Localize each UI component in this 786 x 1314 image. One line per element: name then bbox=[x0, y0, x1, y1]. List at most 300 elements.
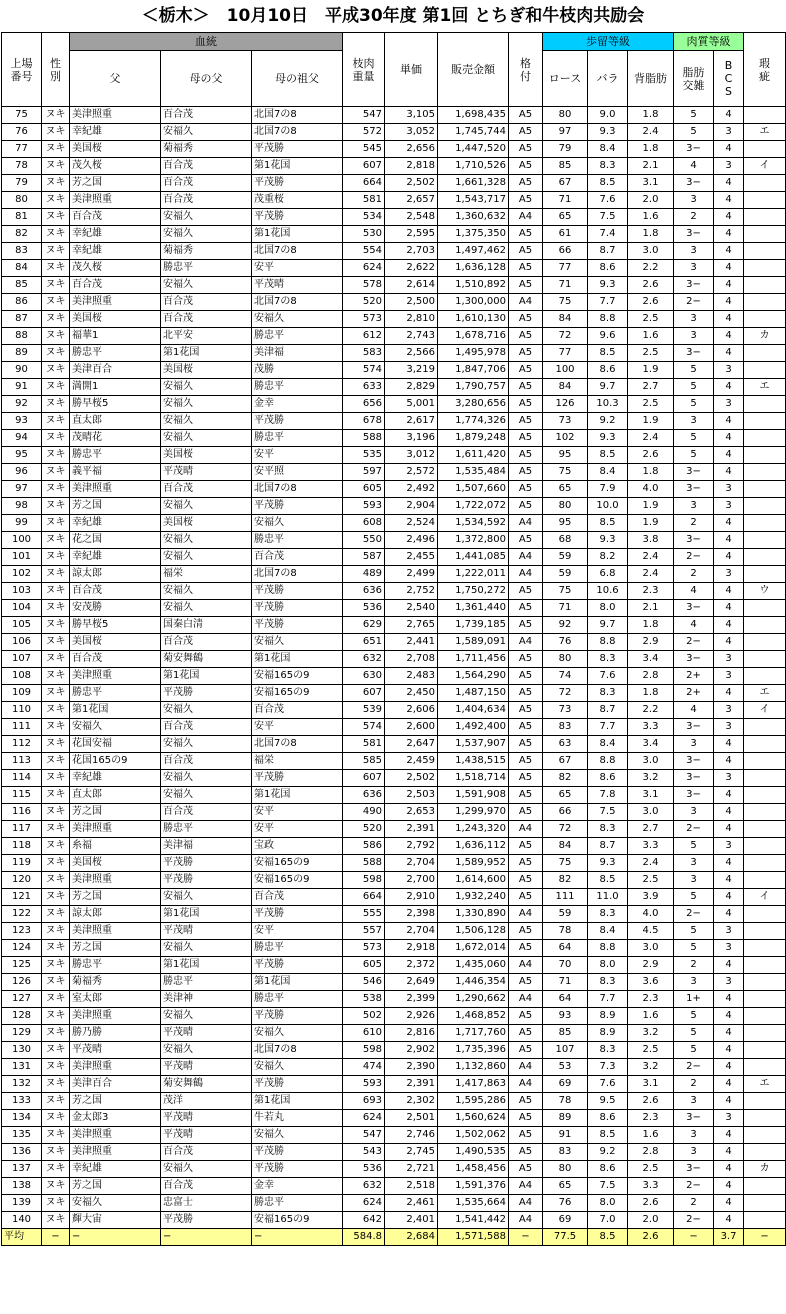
cell-rib-thickness: 9.5 bbox=[588, 1093, 628, 1110]
cell-defect bbox=[744, 668, 786, 685]
cell-grade: A4 bbox=[509, 294, 543, 311]
cell-bcs: 3 bbox=[714, 481, 744, 498]
cell-lot-no: 97 bbox=[2, 481, 42, 498]
average-dam-sire: − bbox=[161, 1229, 252, 1246]
cell-bcs: 4 bbox=[714, 804, 744, 821]
cell-rib-eye: 100 bbox=[543, 362, 588, 379]
cell-grade: A5 bbox=[509, 158, 543, 175]
cell-bcs: 4 bbox=[714, 821, 744, 838]
table-row bbox=[2, 1195, 786, 1212]
cell-back-fat: 1.9 bbox=[628, 515, 674, 532]
cell-sales-amount: 1,678,716 bbox=[438, 328, 509, 345]
cell-sex: ヌキ bbox=[42, 413, 70, 430]
cell-sire: 百合茂 bbox=[70, 583, 161, 600]
cell-bcs: 3 bbox=[714, 838, 744, 855]
cell-sales-amount: 1,360,632 bbox=[438, 209, 509, 226]
cell-lot-no: 114 bbox=[2, 770, 42, 787]
table-row bbox=[2, 413, 786, 430]
cell-sex: ヌキ bbox=[42, 1042, 70, 1059]
cell-back-fat: 2.2 bbox=[628, 702, 674, 719]
table-row bbox=[2, 821, 786, 838]
cell-carcass-weight: 624 bbox=[343, 1110, 385, 1127]
cell-unit-price: 2,401 bbox=[385, 1212, 438, 1229]
cell-dam-grandsire: 安福165の9 bbox=[252, 685, 343, 702]
average-rib-thickness: 8.5 bbox=[588, 1229, 628, 1246]
cell-dam-grandsire: 第1花国 bbox=[252, 787, 343, 804]
cell-carcass-weight: 636 bbox=[343, 787, 385, 804]
cell-sales-amount: 1,535,664 bbox=[438, 1195, 509, 1212]
table-row bbox=[2, 515, 786, 532]
table-row bbox=[2, 651, 786, 668]
cell-back-fat: 2.7 bbox=[628, 821, 674, 838]
cell-sales-amount: 1,543,717 bbox=[438, 192, 509, 209]
cell-sex: ヌキ bbox=[42, 702, 70, 719]
cell-bcs: 4 bbox=[714, 260, 744, 277]
cell-dam-grandsire: 平茂勝 bbox=[252, 1076, 343, 1093]
cell-back-fat: 3.6 bbox=[628, 974, 674, 991]
cell-rib-thickness: 8.8 bbox=[588, 634, 628, 651]
cell-sales-amount: 1,879,248 bbox=[438, 430, 509, 447]
cell-carcass-weight: 587 bbox=[343, 549, 385, 566]
table-row bbox=[2, 430, 786, 447]
cell-unit-price: 2,904 bbox=[385, 498, 438, 515]
cell-back-fat: 1.9 bbox=[628, 498, 674, 515]
cell-bms: 3 bbox=[674, 243, 714, 260]
cell-bcs: 4 bbox=[714, 1008, 744, 1025]
cell-rib-eye: 82 bbox=[543, 872, 588, 889]
cell-sales-amount: 1,330,890 bbox=[438, 906, 509, 923]
cell-dam-sire: 菊安舞鶴 bbox=[161, 1076, 252, 1093]
cell-sales-amount: 1,132,860 bbox=[438, 1059, 509, 1076]
cell-dam-sire: 百合茂 bbox=[161, 192, 252, 209]
cell-lot-no: 122 bbox=[2, 906, 42, 923]
cell-bms: 3 bbox=[674, 311, 714, 328]
cell-back-fat: 2.5 bbox=[628, 311, 674, 328]
cell-grade: A5 bbox=[509, 1093, 543, 1110]
cell-rib-eye: 85 bbox=[543, 1025, 588, 1042]
cell-rib-thickness: 8.5 bbox=[588, 515, 628, 532]
average-grade: − bbox=[509, 1229, 543, 1246]
cell-bms: 2− bbox=[674, 634, 714, 651]
cell-dam-sire: 安福久 bbox=[161, 583, 252, 600]
cell-carcass-weight: 636 bbox=[343, 583, 385, 600]
cell-sire: 茂晴花 bbox=[70, 430, 161, 447]
cell-unit-price: 2,390 bbox=[385, 1059, 438, 1076]
cell-sire: 芳之国 bbox=[70, 940, 161, 957]
cell-unit-price: 2,572 bbox=[385, 464, 438, 481]
cell-carcass-weight: 607 bbox=[343, 685, 385, 702]
cell-back-fat: 2.6 bbox=[628, 1195, 674, 1212]
cell-grade: A5 bbox=[509, 1025, 543, 1042]
cell-sire: 美国桜 bbox=[70, 634, 161, 651]
cell-back-fat: 2.0 bbox=[628, 192, 674, 209]
header-bcs: B C S bbox=[714, 51, 744, 107]
cell-grade: A5 bbox=[509, 940, 543, 957]
carcass-results-table bbox=[1, 32, 786, 1246]
cell-bms: 5 bbox=[674, 430, 714, 447]
cell-unit-price: 2,810 bbox=[385, 311, 438, 328]
cell-sire: 美津照重 bbox=[70, 668, 161, 685]
cell-unit-price: 2,746 bbox=[385, 1127, 438, 1144]
cell-rib-eye: 80 bbox=[543, 651, 588, 668]
cell-defect bbox=[744, 804, 786, 821]
cell-sex: ヌキ bbox=[42, 1093, 70, 1110]
cell-sire: 美津照重 bbox=[70, 1059, 161, 1076]
cell-dam-sire: 安福久 bbox=[161, 940, 252, 957]
cell-carcass-weight: 664 bbox=[343, 175, 385, 192]
cell-dam-sire: 第1花国 bbox=[161, 345, 252, 362]
cell-sales-amount: 1,790,757 bbox=[438, 379, 509, 396]
table-row bbox=[2, 719, 786, 736]
cell-lot-no: 132 bbox=[2, 1076, 42, 1093]
average-dam-grandsire: − bbox=[252, 1229, 343, 1246]
cell-dam-grandsire: 第1花国 bbox=[252, 1093, 343, 1110]
cell-rib-thickness: 8.7 bbox=[588, 702, 628, 719]
cell-sex: ヌキ bbox=[42, 243, 70, 260]
cell-carcass-weight: 632 bbox=[343, 1178, 385, 1195]
cell-bcs: 4 bbox=[714, 413, 744, 430]
cell-unit-price: 2,818 bbox=[385, 158, 438, 175]
cell-back-fat: 3.3 bbox=[628, 1178, 674, 1195]
cell-bms: 2− bbox=[674, 549, 714, 566]
cell-bms: 2− bbox=[674, 1212, 714, 1229]
cell-dam-grandsire: 勝忠平 bbox=[252, 940, 343, 957]
cell-bms: 2+ bbox=[674, 668, 714, 685]
cell-unit-price: 2,765 bbox=[385, 617, 438, 634]
cell-back-fat: 2.5 bbox=[628, 345, 674, 362]
cell-dam-sire: 平茂晴 bbox=[161, 464, 252, 481]
cell-dam-sire: 百合茂 bbox=[161, 311, 252, 328]
cell-dam-sire: 第1花国 bbox=[161, 906, 252, 923]
cell-rib-thickness: 7.4 bbox=[588, 226, 628, 243]
cell-bcs: 4 bbox=[714, 787, 744, 804]
cell-defect bbox=[744, 515, 786, 532]
table-row bbox=[2, 141, 786, 158]
cell-grade: A5 bbox=[509, 719, 543, 736]
cell-dam-grandsire: 北国7の8 bbox=[252, 243, 343, 260]
cell-rib-thickness: 8.5 bbox=[588, 1127, 628, 1144]
cell-defect bbox=[744, 481, 786, 498]
cell-bms: 3− bbox=[674, 770, 714, 787]
cell-sex: ヌキ bbox=[42, 345, 70, 362]
cell-bcs: 4 bbox=[714, 243, 744, 260]
cell-dam-sire: 百合茂 bbox=[161, 804, 252, 821]
table-row bbox=[2, 1144, 786, 1161]
cell-dam-sire: 勝忠平 bbox=[161, 260, 252, 277]
cell-defect bbox=[744, 906, 786, 923]
cell-grade: A5 bbox=[509, 600, 543, 617]
cell-back-fat: 3.3 bbox=[628, 719, 674, 736]
cell-bms: 3− bbox=[674, 1110, 714, 1127]
average-row bbox=[2, 1229, 786, 1246]
cell-bcs: 4 bbox=[714, 889, 744, 906]
cell-back-fat: 3.9 bbox=[628, 889, 674, 906]
cell-dam-grandsire: 平茂晴 bbox=[252, 277, 343, 294]
cell-unit-price: 2,816 bbox=[385, 1025, 438, 1042]
cell-dam-sire: 美津福 bbox=[161, 838, 252, 855]
header-grade: 格 付 bbox=[509, 33, 543, 107]
cell-back-fat: 1.6 bbox=[628, 1127, 674, 1144]
cell-back-fat: 2.9 bbox=[628, 634, 674, 651]
cell-sex: ヌキ bbox=[42, 940, 70, 957]
cell-rib-eye: 72 bbox=[543, 685, 588, 702]
cell-back-fat: 2.5 bbox=[628, 1042, 674, 1059]
cell-sex: ヌキ bbox=[42, 855, 70, 872]
cell-rib-thickness: 8.4 bbox=[588, 736, 628, 753]
cell-sales-amount: 1,932,240 bbox=[438, 889, 509, 906]
cell-sex: ヌキ bbox=[42, 311, 70, 328]
cell-defect bbox=[744, 923, 786, 940]
cell-sex: ヌキ bbox=[42, 872, 70, 889]
cell-defect bbox=[744, 294, 786, 311]
cell-sex: ヌキ bbox=[42, 379, 70, 396]
cell-grade: A5 bbox=[509, 685, 543, 702]
cell-rib-thickness: 8.4 bbox=[588, 464, 628, 481]
cell-grade: A4 bbox=[509, 1195, 543, 1212]
cell-dam-sire: 第1花国 bbox=[161, 668, 252, 685]
cell-rib-eye: 126 bbox=[543, 396, 588, 413]
cell-bcs: 3 bbox=[714, 651, 744, 668]
cell-rib-thickness: 7.6 bbox=[588, 668, 628, 685]
cell-back-fat: 4.0 bbox=[628, 906, 674, 923]
cell-back-fat: 2.6 bbox=[628, 447, 674, 464]
cell-grade: A4 bbox=[509, 1059, 543, 1076]
table-row bbox=[2, 600, 786, 617]
cell-bcs: 3 bbox=[714, 1110, 744, 1127]
cell-back-fat: 2.5 bbox=[628, 872, 674, 889]
cell-sales-amount: 1,361,440 bbox=[438, 600, 509, 617]
cell-sex: ヌキ bbox=[42, 328, 70, 345]
cell-sire: 第1花国 bbox=[70, 702, 161, 719]
table-row bbox=[2, 634, 786, 651]
cell-defect bbox=[744, 1178, 786, 1195]
cell-defect bbox=[744, 719, 786, 736]
cell-sire: 美国桜 bbox=[70, 311, 161, 328]
cell-dam-sire: 北平安 bbox=[161, 328, 252, 345]
cell-dam-grandsire: 北国7の8 bbox=[252, 107, 343, 124]
cell-dam-grandsire: 平茂勝 bbox=[252, 906, 343, 923]
cell-dam-grandsire: 安福165の9 bbox=[252, 668, 343, 685]
cell-defect: カ bbox=[744, 1161, 786, 1178]
cell-unit-price: 2,455 bbox=[385, 549, 438, 566]
cell-bms: 2− bbox=[674, 906, 714, 923]
cell-grade: A5 bbox=[509, 702, 543, 719]
cell-dam-sire: 美国桜 bbox=[161, 362, 252, 379]
cell-unit-price: 2,926 bbox=[385, 1008, 438, 1025]
cell-sex: ヌキ bbox=[42, 532, 70, 549]
cell-sire: 花之国 bbox=[70, 532, 161, 549]
average-sire: − bbox=[70, 1229, 161, 1246]
table-row bbox=[2, 753, 786, 770]
cell-carcass-weight: 538 bbox=[343, 991, 385, 1008]
cell-sex: ヌキ bbox=[42, 175, 70, 192]
cell-grade: A4 bbox=[509, 821, 543, 838]
cell-back-fat: 2.3 bbox=[628, 991, 674, 1008]
cell-dam-sire: 国秦白清 bbox=[161, 617, 252, 634]
cell-defect bbox=[744, 600, 786, 617]
cell-dam-sire: 菊福秀 bbox=[161, 243, 252, 260]
cell-unit-price: 2,483 bbox=[385, 668, 438, 685]
cell-rib-thickness: 8.5 bbox=[588, 872, 628, 889]
cell-back-fat: 3.3 bbox=[628, 838, 674, 855]
cell-defect bbox=[744, 787, 786, 804]
cell-defect bbox=[744, 736, 786, 753]
cell-unit-price: 2,902 bbox=[385, 1042, 438, 1059]
cell-lot-no: 100 bbox=[2, 532, 42, 549]
cell-sire: 幸紀雄 bbox=[70, 1161, 161, 1178]
cell-dam-grandsire: 平茂勝 bbox=[252, 617, 343, 634]
cell-rib-thickness: 9.3 bbox=[588, 124, 628, 141]
cell-grade: A5 bbox=[509, 1042, 543, 1059]
cell-defect bbox=[744, 1008, 786, 1025]
cell-defect bbox=[744, 872, 786, 889]
cell-sire: 美津百合 bbox=[70, 362, 161, 379]
cell-rib-eye: 77 bbox=[543, 345, 588, 362]
cell-dam-grandsire: 第1花国 bbox=[252, 158, 343, 175]
cell-rib-eye: 102 bbox=[543, 430, 588, 447]
cell-defect: エ bbox=[744, 124, 786, 141]
cell-bcs: 4 bbox=[714, 345, 744, 362]
table-row bbox=[2, 277, 786, 294]
cell-carcass-weight: 545 bbox=[343, 141, 385, 158]
cell-lot-no: 112 bbox=[2, 736, 42, 753]
cell-dam-grandsire: 安平 bbox=[252, 821, 343, 838]
cell-unit-price: 2,372 bbox=[385, 957, 438, 974]
cell-rib-thickness: 8.3 bbox=[588, 974, 628, 991]
table-row bbox=[2, 872, 786, 889]
cell-rib-eye: 111 bbox=[543, 889, 588, 906]
cell-unit-price: 2,566 bbox=[385, 345, 438, 362]
cell-bcs: 4 bbox=[714, 600, 744, 617]
cell-unit-price: 2,792 bbox=[385, 838, 438, 855]
cell-sex: ヌキ bbox=[42, 192, 70, 209]
cell-rib-eye: 107 bbox=[543, 1042, 588, 1059]
cell-unit-price: 2,302 bbox=[385, 1093, 438, 1110]
cell-back-fat: 2.9 bbox=[628, 957, 674, 974]
cell-carcass-weight: 536 bbox=[343, 600, 385, 617]
cell-dam-grandsire: 百合茂 bbox=[252, 889, 343, 906]
cell-dam-sire: 百合茂 bbox=[161, 481, 252, 498]
cell-carcass-weight: 543 bbox=[343, 1144, 385, 1161]
header-bms: 脂肪 交雑 bbox=[674, 51, 714, 107]
cell-defect bbox=[744, 651, 786, 668]
cell-unit-price: 3,052 bbox=[385, 124, 438, 141]
cell-carcass-weight: 520 bbox=[343, 294, 385, 311]
cell-rib-thickness: 9.6 bbox=[588, 328, 628, 345]
cell-sire: 糸福 bbox=[70, 838, 161, 855]
cell-sire: 幸紀雄 bbox=[70, 124, 161, 141]
cell-bms: 5 bbox=[674, 107, 714, 124]
cell-rib-eye: 92 bbox=[543, 617, 588, 634]
cell-sire: 美津照重 bbox=[70, 481, 161, 498]
cell-dam-grandsire: 宝政 bbox=[252, 838, 343, 855]
cell-dam-sire: 平茂晴 bbox=[161, 923, 252, 940]
cell-defect bbox=[744, 430, 786, 447]
cell-dam-sire: 美国桜 bbox=[161, 447, 252, 464]
cell-dam-grandsire: 安平 bbox=[252, 923, 343, 940]
cell-dam-sire: 菊福秀 bbox=[161, 141, 252, 158]
cell-bms: 5 bbox=[674, 940, 714, 957]
cell-sire: 輝大宙 bbox=[70, 1212, 161, 1229]
cell-grade: A5 bbox=[509, 328, 543, 345]
cell-lot-no: 78 bbox=[2, 158, 42, 175]
cell-unit-price: 2,743 bbox=[385, 328, 438, 345]
cell-sex: ヌキ bbox=[42, 1178, 70, 1195]
cell-back-fat: 3.2 bbox=[628, 1059, 674, 1076]
cell-dam-sire: 平茂晴 bbox=[161, 1110, 252, 1127]
cell-dam-sire: 菊安舞鶴 bbox=[161, 651, 252, 668]
cell-rib-thickness: 8.5 bbox=[588, 345, 628, 362]
cell-back-fat: 3.2 bbox=[628, 770, 674, 787]
cell-rib-thickness: 8.3 bbox=[588, 158, 628, 175]
cell-lot-no: 104 bbox=[2, 600, 42, 617]
cell-sales-amount: 1,438,515 bbox=[438, 753, 509, 770]
cell-sales-amount: 1,447,520 bbox=[438, 141, 509, 158]
cell-dam-sire: 茂洋 bbox=[161, 1093, 252, 1110]
cell-dam-grandsire: 平茂勝 bbox=[252, 1161, 343, 1178]
cell-sire: 美津照重 bbox=[70, 821, 161, 838]
cell-bcs: 4 bbox=[714, 226, 744, 243]
cell-back-fat: 1.9 bbox=[628, 413, 674, 430]
cell-defect bbox=[744, 974, 786, 991]
cell-defect bbox=[744, 940, 786, 957]
cell-defect bbox=[744, 991, 786, 1008]
cell-rib-thickness: 8.6 bbox=[588, 260, 628, 277]
cell-bcs: 4 bbox=[714, 328, 744, 345]
cell-dam-sire: 安福久 bbox=[161, 1008, 252, 1025]
cell-sex: ヌキ bbox=[42, 685, 70, 702]
cell-dam-grandsire: 安福165の9 bbox=[252, 872, 343, 889]
cell-bms: 2 bbox=[674, 1076, 714, 1093]
cell-sex: ヌキ bbox=[42, 549, 70, 566]
cell-sire: 勝忠平 bbox=[70, 345, 161, 362]
cell-rib-eye: 59 bbox=[543, 549, 588, 566]
cell-lot-no: 118 bbox=[2, 838, 42, 855]
cell-bms: 3− bbox=[674, 141, 714, 158]
cell-rib-eye: 75 bbox=[543, 855, 588, 872]
cell-rib-thickness: 8.3 bbox=[588, 906, 628, 923]
cell-rib-eye: 84 bbox=[543, 311, 588, 328]
cell-lot-no: 126 bbox=[2, 974, 42, 991]
cell-sire: 勝早桜5 bbox=[70, 396, 161, 413]
cell-sire: 美国桜 bbox=[70, 855, 161, 872]
cell-lot-no: 98 bbox=[2, 498, 42, 515]
cell-back-fat: 1.9 bbox=[628, 362, 674, 379]
cell-grade: A4 bbox=[509, 957, 543, 974]
cell-bcs: 3 bbox=[714, 362, 744, 379]
header-sex: 性 別 bbox=[42, 33, 70, 107]
cell-bcs: 4 bbox=[714, 1195, 744, 1212]
cell-bcs: 3 bbox=[714, 719, 744, 736]
cell-back-fat: 2.3 bbox=[628, 1110, 674, 1127]
cell-sire: 勝忠平 bbox=[70, 957, 161, 974]
cell-grade: A5 bbox=[509, 532, 543, 549]
cell-back-fat: 1.8 bbox=[628, 107, 674, 124]
cell-defect bbox=[744, 957, 786, 974]
cell-lot-no: 115 bbox=[2, 787, 42, 804]
cell-defect bbox=[744, 821, 786, 838]
cell-rib-eye: 61 bbox=[543, 226, 588, 243]
cell-sire: 茂久桜 bbox=[70, 158, 161, 175]
cell-back-fat: 1.8 bbox=[628, 685, 674, 702]
cell-rib-eye: 77 bbox=[543, 260, 588, 277]
cell-dam-grandsire: 安平 bbox=[252, 260, 343, 277]
cell-bcs: 4 bbox=[714, 549, 744, 566]
cell-dam-grandsire: 百合茂 bbox=[252, 702, 343, 719]
cell-grade: A4 bbox=[509, 991, 543, 1008]
average-lot-no: 平均 bbox=[2, 1229, 42, 1246]
cell-rib-thickness: 10.3 bbox=[588, 396, 628, 413]
